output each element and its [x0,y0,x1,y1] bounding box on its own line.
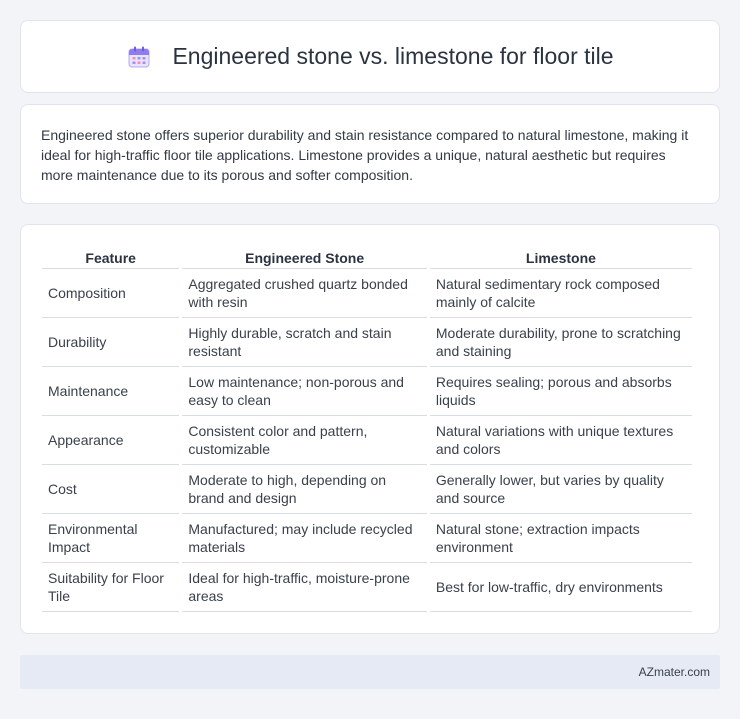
table-header-row [42,247,692,269]
cell-limestone: Natural stone; extraction impacts environment [430,514,692,563]
table-row [42,563,692,612]
table-row [42,269,692,318]
comparison-card [20,224,720,634]
table-row [42,416,692,465]
header-engineered-stone: Engineered Stone [182,247,427,269]
header-limestone: Limestone [430,247,692,269]
footer-bar [20,655,720,689]
cell-limestone: Best for low-traffic, dry environments [430,563,692,612]
cell-feature: Durability [42,318,179,367]
cell-feature: Appearance [42,416,179,465]
cell-feature: Cost [42,465,179,514]
table-row [42,514,692,563]
cell-engineered-stone: Consistent color and pattern, customizable [182,416,427,465]
comparison-table [39,247,695,612]
cell-limestone: Natural variations with unique textures and colors [430,416,692,465]
cell-engineered-stone: Highly durable, scratch and stain resistant [182,318,427,367]
cell-feature: Suitability for Floor Tile [42,563,179,612]
title-card [20,20,720,93]
cell-engineered-stone: Low maintenance; non-porous and easy to clean [182,367,427,416]
cell-limestone: Generally lower, but varies by quality and source [430,465,692,514]
summary-card [20,104,720,204]
title-wrap [126,43,613,70]
cell-feature: Environmental Impact [42,514,179,563]
cell-engineered-stone: Manufactured; may include recycled materials [182,514,427,563]
cell-engineered-stone: Moderate to high, depending on brand and design [182,465,427,514]
header-feature: Feature [42,247,179,269]
summary-text: Engineered stone offers superior durability and stain resistance compared to natural limestone, making it ideal for high-traffic floor tile applications. Limestone provides a unique, natural aesthetic but requires more maintenance due to its porous and softer composition. [41,127,689,183]
cell-limestone: Natural sedimentary rock composed mainly of calcite [430,269,692,318]
footer-site-label: AZmater.com [638,665,710,679]
page-title: Engineered stone vs. limestone for floor tile [172,43,614,69]
cell-engineered-stone: Aggregated crushed quartz bonded with resin [182,269,427,318]
table-row [42,318,692,367]
table-row [42,465,692,514]
cell-limestone: Moderate durability, prone to scratching and staining [430,318,692,367]
cell-engineered-stone: Ideal for high-traffic, moisture-prone areas [182,563,427,612]
calendar-icon [126,44,152,70]
cell-limestone: Requires sealing; porous and absorbs liquids [430,367,692,416]
table-row [42,367,692,416]
cell-feature: Composition [42,269,179,318]
cell-feature: Maintenance [42,367,179,416]
